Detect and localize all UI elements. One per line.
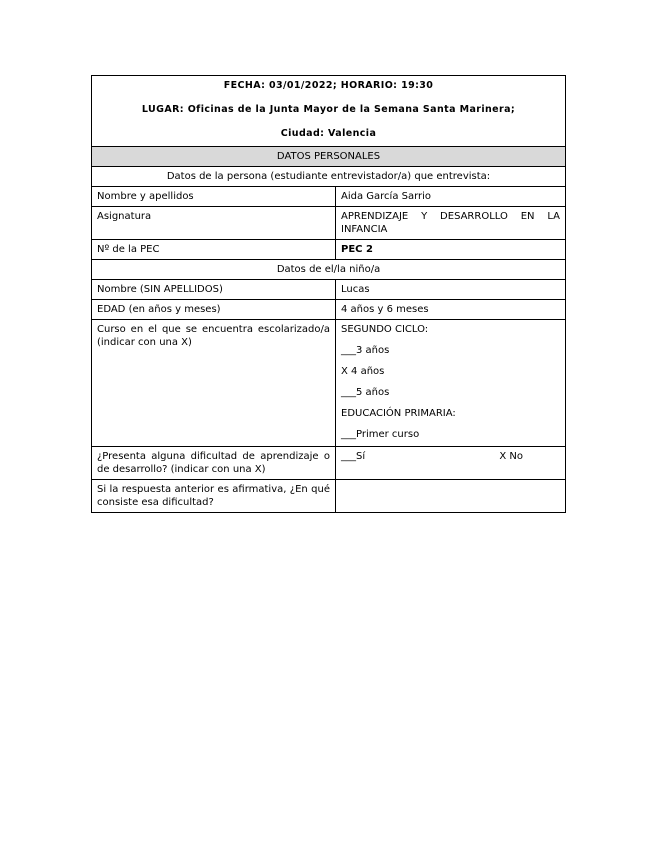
interviewer-name-label: Nombre y apellidos [92, 187, 336, 207]
table-row [92, 300, 566, 320]
interview-city: Ciudad: Valencia [280, 128, 377, 139]
table-row [92, 187, 566, 207]
course-option: ___Primer curso [341, 429, 420, 440]
child-age-label: EDAD (en años y meses) [92, 300, 336, 320]
subject-value: APRENDIZAJE Y DESARROLLO EN LA INFANCIA [336, 207, 566, 240]
difficulty-label: ¿Presenta alguna dificultad de aprendizaje o de desarrollo? (indicar con una X) [92, 447, 336, 480]
section-personal-data: DATOS PERSONALES [92, 147, 566, 167]
difficulty-yes-option: ___Sí [341, 451, 366, 462]
child-name-label: Nombre (SIN APELLIDOS) [92, 280, 336, 300]
table-row [92, 447, 566, 480]
table-row [92, 240, 566, 260]
course-option: ___3 años [341, 345, 390, 356]
child-age-value: 4 años y 6 meses [336, 300, 566, 320]
child-heading: Datos de el/la niño/a [92, 260, 566, 280]
pec-label: Nº de la PEC [92, 240, 336, 260]
difficulty-no-option: X No [499, 451, 524, 462]
table-row [92, 480, 566, 513]
interview-place: LUGAR: Oficinas de la Junta Mayor de la Semana Santa Marinera; [141, 104, 516, 115]
table-row [92, 280, 566, 300]
course-option: SEGUNDO CICLO: [341, 324, 429, 335]
course-option: EDUCACIÓN PRIMARIA: [341, 408, 456, 419]
child-name-value: Lucas [336, 280, 566, 300]
difficulty-detail-label: Si la respuesta anterior es afirmativa, ¿En qué consiste esa dificultad? [92, 480, 336, 513]
interviewer-heading: Datos de la persona (estudiante entrevistador/a) que entrevista: [92, 167, 566, 187]
interviewer-name-value: Aida García Sarrio [336, 187, 566, 207]
interview-date-time: FECHA: 03/01/2022; HORARIO: 19:30 [223, 80, 434, 91]
course-label: Curso en el que se encuentra escolarizado/a (indicar con una X) [92, 320, 336, 447]
course-option: ___5 años [341, 387, 390, 398]
table-row [92, 207, 566, 240]
difficulty-answer [336, 447, 566, 480]
course-option: X 4 años [341, 366, 385, 377]
course-options [336, 320, 566, 447]
subject-label: Asignatura [92, 207, 336, 240]
personal-data-table [91, 75, 566, 513]
table-row [92, 320, 566, 447]
interview-header [92, 76, 566, 147]
difficulty-detail-value [336, 480, 566, 513]
pec-value: PEC 2 [336, 240, 566, 260]
